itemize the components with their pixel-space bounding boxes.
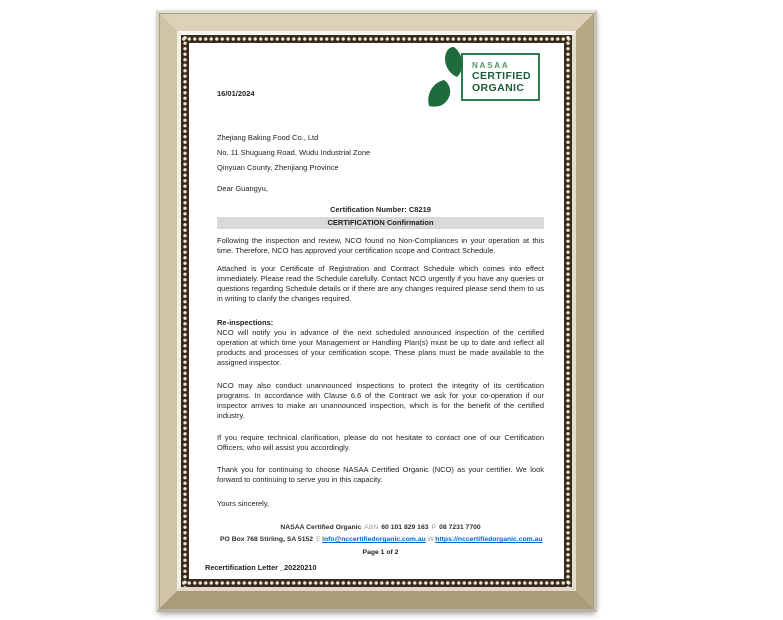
paragraph-thanks: Thank you for continuing to choose NASAA Certified Organic (NCO) as your certifier. We look forward to continuing to serve you in this capacity. [217,465,544,484]
document-id: Recertification Letter _20220210 [205,563,317,572]
frame-outer-line [159,13,594,609]
paragraph-inspection: Following the inspection and review, NCO found no Non-Compliances in your operation at this time. Therefore, NCO has approved your certification scope and Contract Schedule. [217,236,544,255]
footer-abn-value: 60 101 829 163 [381,524,429,531]
footer-email-label: E [316,536,321,543]
bead-strip-top [181,35,572,43]
nasaa-certified-organic-logo [426,46,540,108]
certification-number: Certification Number: C8219 [330,205,431,214]
paragraph-attached: Attached is your Certificate of Registration and Contract Schedule which comes into effect immediately. Please read the Schedule carefully. Contact NCO urgently if you have any queries or questions regarding Schedule details or if there are any changes required please send them to us in writing to clarify the changes required. [217,264,544,303]
footer-web-label: W [427,536,434,543]
frame-beaded-border [181,35,572,587]
paragraph-notify: NCO will notify you in advance of the next scheduled announced inspection of the certified operation at which time your Management or Handling Plan(s) must be up to date and reflect all products and processes of your certification scope. These plans must be made available to the assigned inspector. [217,328,544,367]
paragraph-unannounced: NCO may also conduct unannounced inspections to protect the integrity of its certification programs. In accordance with Clause 6.6 of the Contract we ask for your co-operation if our inspector arrives to make an unannounced inspection, which is for the benefit of the certified industry. [217,381,544,420]
leaves-icon [426,46,466,108]
picture-frame [156,10,597,612]
footer-abn-label: ABN [364,524,379,531]
reinspections-heading: Re-inspections: [217,318,274,327]
recipient-address [217,130,544,175]
logo-organic-text: ORGANIC [471,82,525,94]
footer-postal-address: PO Box 768 Stirling, SA 5152 [220,536,314,543]
footer-website-link[interactable]: https://nccertifiedorganic.com.au [435,536,543,543]
blank-signature-space [217,509,544,522]
footer-contact-line [217,522,544,534]
bead-strip-left [181,35,189,587]
frame-inner-lip [177,31,576,591]
bead-strip-right [564,35,572,587]
page-number: Page 1 of 2 [362,549,399,556]
frame-molding [160,14,593,608]
logo-text-box [461,53,540,101]
salutation: Dear Guangyu, [217,184,268,193]
logo-certified-text: CERTIFIED [471,70,531,82]
bead-strip-bottom [181,579,572,587]
footer-phone-label: P [431,524,437,531]
letter-document [189,43,564,579]
footer-address-line [217,534,544,546]
certification-confirmation-banner: CERTIFICATION Confirmation [217,217,544,229]
closing: Yours sincerely, [217,499,270,508]
recipient-region: Qinyuan County, Zhenjiang Province [217,163,339,172]
footer-email-link[interactable]: info@nccertifiedorganic.com.au [322,536,426,543]
footer-phone-value: 08 7231 7700 [439,524,481,531]
footer-org-name: NASAA Certified Organic [280,524,362,531]
paragraph-clarification: If you require technical clarification, please do not hesitate to contact one of our Certification Officers, who will assist you accordingly. [217,433,544,452]
recipient-company: Zhejiang Baking Food Co., Ltd [217,133,319,142]
recipient-street: No. 11 Shuguang Road, Wudu Industrial Zone [217,148,371,157]
logo-nasaa-text: NASAA [471,61,510,70]
letter-date: 16/01/2024 [217,89,255,98]
